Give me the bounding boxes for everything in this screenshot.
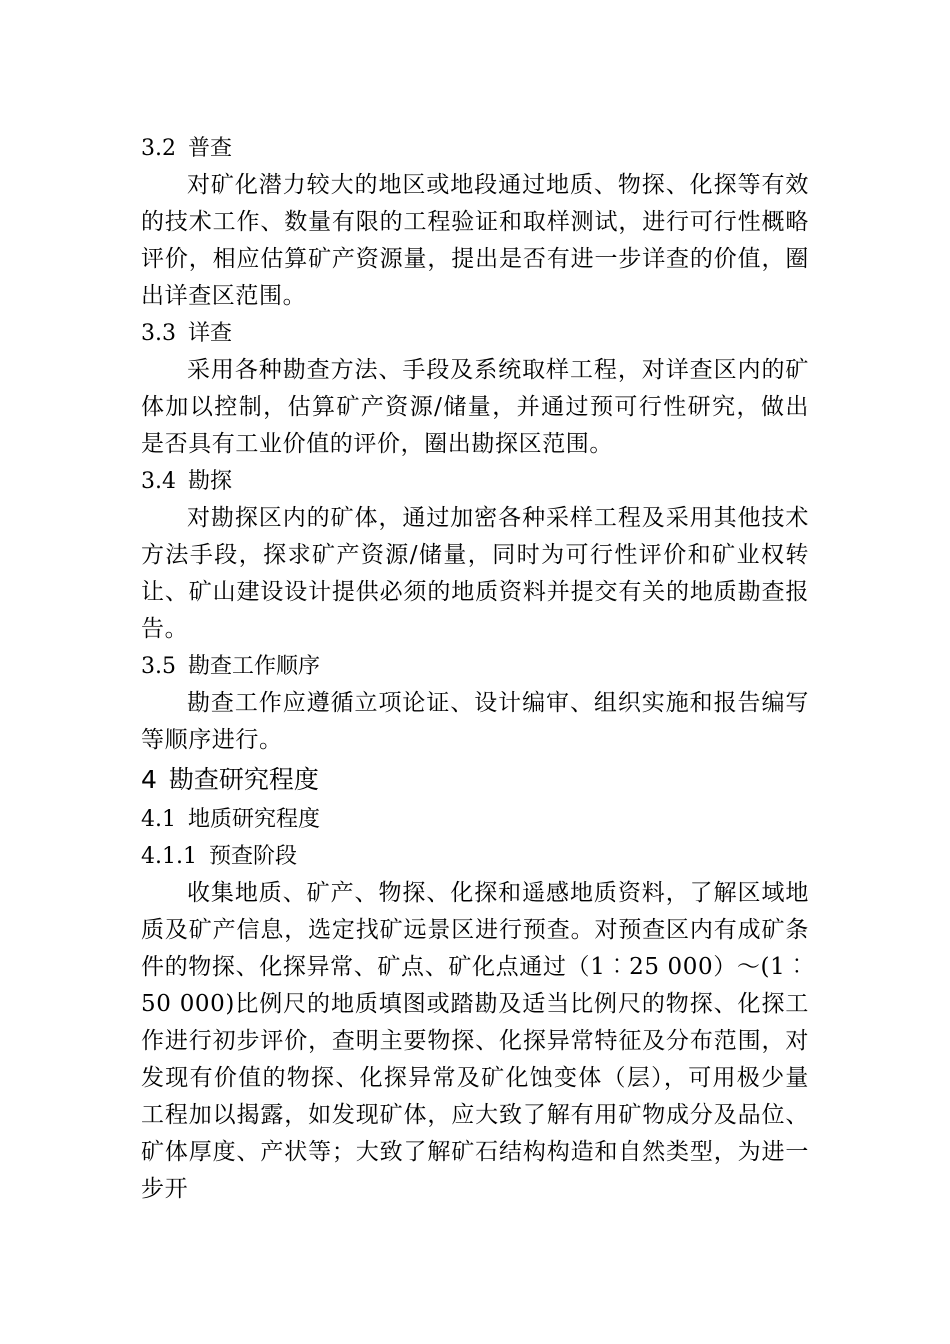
section-title: 普查 <box>188 136 233 161</box>
chapter-heading-4 <box>141 759 809 801</box>
paragraph-4-1-1: 收集地质、矿产、物探、化探和遥感地质资料，了解区域地质及矿产信息，选定找矿远景区进行预查。对预查区内有成矿条件的物探、化探异常、矿点、矿化点通过（1︰25 000）～(1︰50 000)比例尺的地质填图或踏勘及适当比例尺的物探、化探工作进行初步评价，查明主要物探、化探异常特征及分布范围，对发现有价值的物探、化探异常及矿化蚀变体（层），可用极少量工程加以揭露，如发现矿体，应大致了解有用矿物成分及品位、矿体厚度、产状等；大致了解矿石结构构造和自然类型，为进一步开 <box>141 880 809 1202</box>
paragraph-3-3: 采用各种勘查方法、手段及系统取样工程，对详查区内的矿体加以控制，估算矿产资源/储量，并通过预可行性研究，做出是否具有工业价值的评价，圈出勘探区范围。 <box>141 357 809 457</box>
chapter-number: 4 <box>141 765 157 794</box>
section-title: 勘探 <box>188 469 233 494</box>
section-heading-3-4 <box>141 463 809 500</box>
document-page <box>141 130 809 1208</box>
section-number: 4.1.1 <box>141 844 197 869</box>
section-number: 3.5 <box>141 654 176 679</box>
section-title: 详查 <box>188 321 233 346</box>
paragraph-3-5: 勘查工作应遵循立项论证、设计编审、组织实施和报告编写等顺序进行。 <box>141 690 809 753</box>
chapter-title: 勘查研究程度 <box>168 765 319 794</box>
paragraph-3-2: 对矿化潜力较大的地区或地段通过地质、物探、化探等有效的技术工作、数量有限的工程验证和取样测试，进行可行性概略评价，相应估算矿产资源量，提出是否有进一步详查的价值，圈出详查区范围。 <box>141 172 809 309</box>
section-number: 3.2 <box>141 136 176 161</box>
section-title: 预查阶段 <box>208 844 297 869</box>
section-number: 4.1 <box>141 807 176 832</box>
section-heading-3-2 <box>141 130 809 167</box>
section-heading-3-5 <box>141 648 809 685</box>
section-heading-4-1-1 <box>141 838 809 875</box>
paragraph-3-4: 对勘探区内的矿体，通过加密各种采样工程及采用其他技术方法手段，探求矿产资源/储量，同时为可行性评价和矿业权转让、矿山建设设计提供必须的地质资料并提交有关的地质勘查报告。 <box>141 505 809 642</box>
section-number: 3.4 <box>141 469 176 494</box>
section-heading-4-1 <box>141 801 809 838</box>
section-title: 勘查工作顺序 <box>188 654 321 679</box>
section-heading-3-3 <box>141 315 809 352</box>
section-number: 3.3 <box>141 321 176 346</box>
section-title: 地质研究程度 <box>188 807 321 832</box>
